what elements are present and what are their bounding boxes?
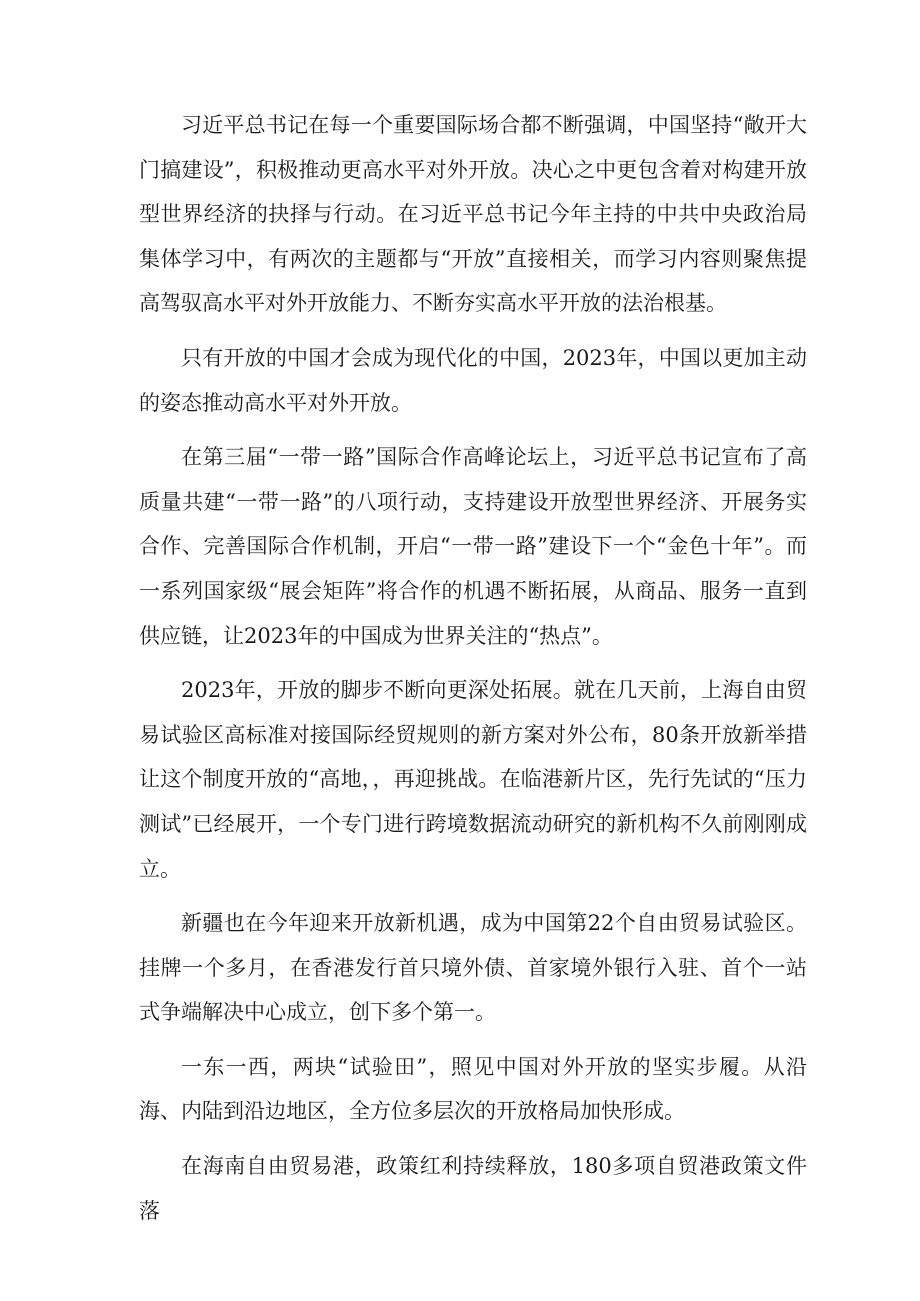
paragraph-6: 一东一西，两块“试验田”，照见中国对外开放的坚实步履。从沿海、内陆到沿边地区，全方位多层次的开放格局加快形成。 [139,1054,807,1124]
paragraph-7: 在海南自由贸易港，政策红利持续释放，180多项自贸港政策文件落 [139,1154,807,1223]
paragraph-1: 习近平总书记在每一个重要国际场合都不断强调，中国坚持“敞开大门搞建设”，积极推动更高水平对外开放。决心之中更包含着对构建开放型世界经济的抉择与行动。在习近平总书记今年主持的中共中央政治局集体学习中，有两次的主题都与“开放”直接相关，而学习内容则聚焦提高驾驭高水平对外开放能力、不断夯实高水平开放的法治根基。 [139,113,807,316]
paragraph-2: 只有开放的中国才会成为现代化的中国，2023年，中国以更加主动的姿态推动高水平对外开放。 [139,345,807,415]
article-body [139,103,807,1243]
paragraph-5: 新疆也在今年迎来开放新机遇，成为中国第22个自由贸易试验区。挂牌一个多月，在香港发行首只境外债、首家境外银行入驻、首个一站式争端解决中心成立，创下多个第一。 [139,911,807,1025]
paragraph-3: 在第三届“一带一路”国际合作高峰论坛上，习近平总书记宣布了高质量共建“一带一路”的八项行动，支持建设开放型世界经济、开展务实合作、完善国际合作机制，开启“一带一路”建设下一个“金色十年”。而一系列国家级“展会矩阵”将合作的机遇不断拓展，从商品、服务一直到供应链，让2023年的中国成为世界关注的“热点”。 [139,445,807,648]
paragraph-4: 2023年，开放的脚步不断向更深处拓展。就在几天前，上海自由贸易试验区高标准对接国际经贸规则的新方案对外公布，80条开放新举措让这个制度开放的“高地，，再迎挑战。在临港新片区，先行先试的“压力测试”已经展开，一个专门进行跨境数据流动研究的新机构不久前刚刚成立。 [139,678,807,881]
